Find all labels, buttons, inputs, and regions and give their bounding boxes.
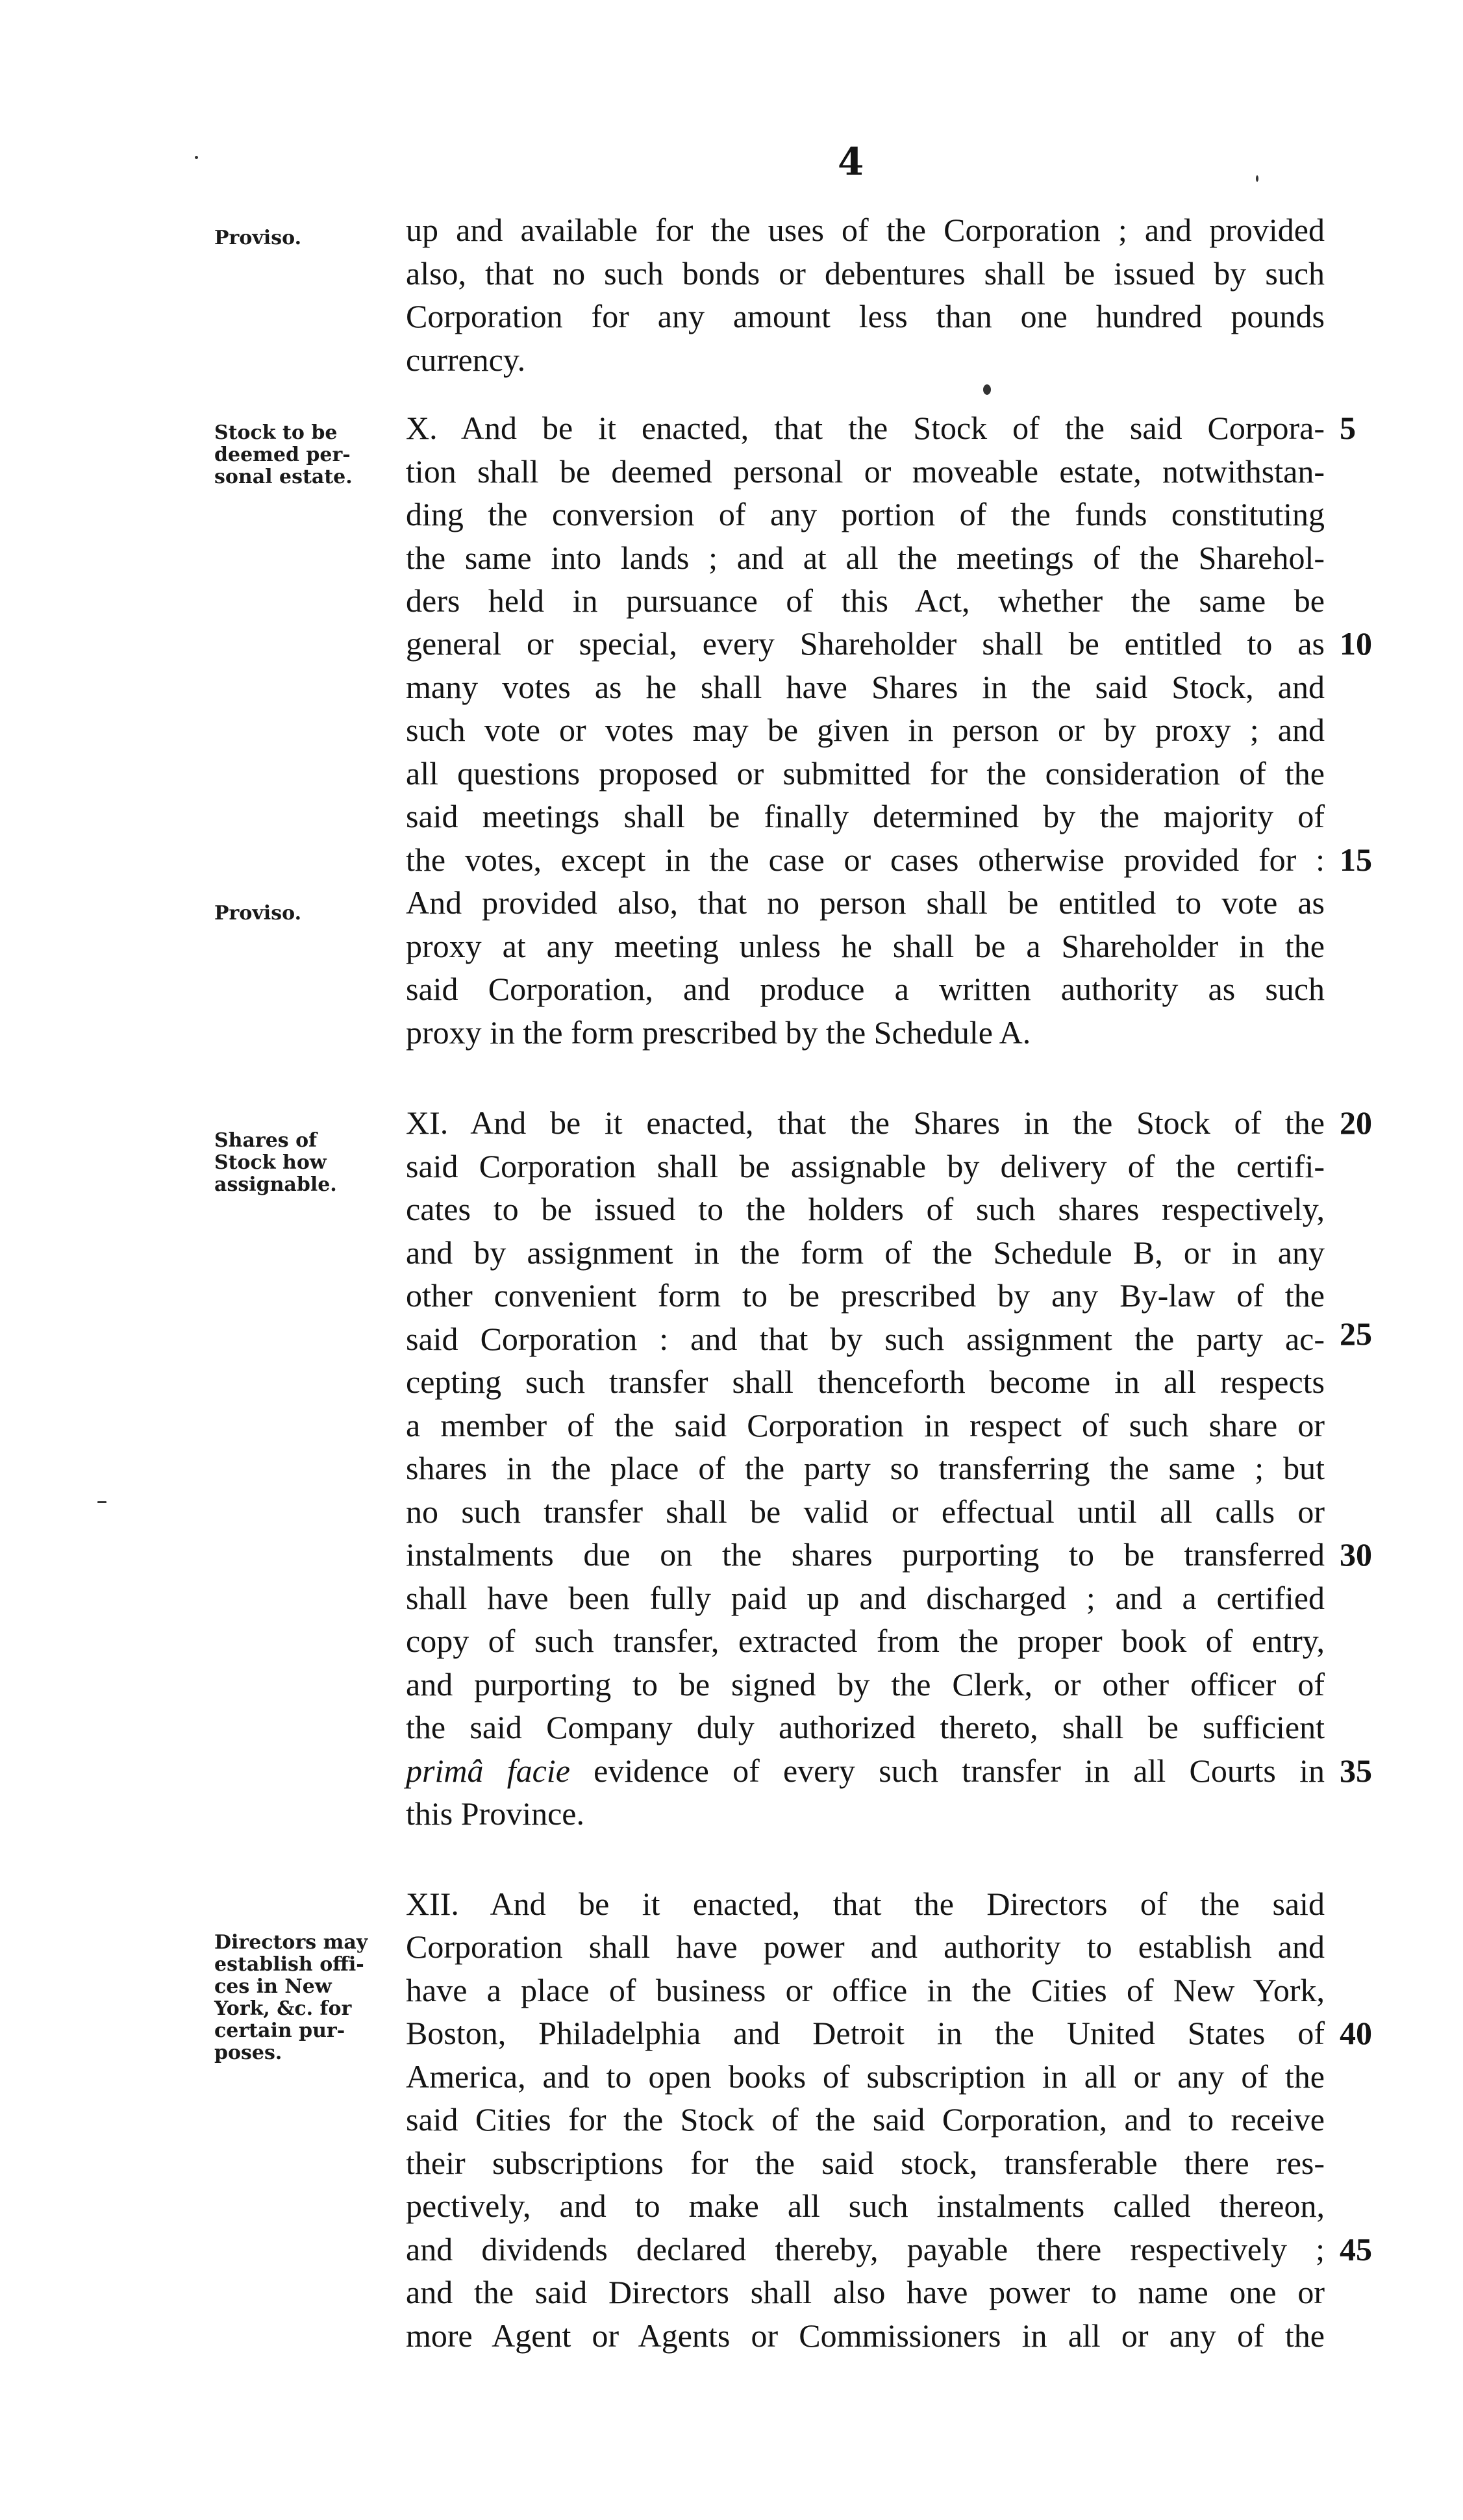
text-line: the same into lands ; and at all the meetings of the Sharehol-: [406, 540, 1325, 576]
line-number: 10: [1340, 625, 1372, 662]
ink-speck: [1256, 175, 1258, 182]
margin-note-directors-offices: [214, 1932, 390, 2064]
text-line: and dividends declared thereby, payable there respectively ;: [406, 2231, 1325, 2267]
margin-note-line: Stock how: [214, 1151, 327, 1174]
text-line: proxy at any meeting unless he shall be a Shareholder in the: [406, 928, 1325, 964]
margin-note-shares-assignable: [214, 1130, 390, 1196]
text-line: the said Company duly authorized thereto, shall be sufficient: [406, 1709, 1325, 1745]
ink-speck: [195, 156, 198, 159]
text-line: said Corporation : and that by such assignment the party ac-: [406, 1321, 1325, 1357]
text-line: said Cities for the Stock of the said Corporation, and to receive: [406, 2101, 1325, 2138]
text-line: America, and to open books of subscription in all or any of the: [406, 2058, 1325, 2095]
line-number: 30: [1340, 1536, 1372, 1573]
text-line: this Province.: [406, 1795, 584, 1832]
text-line: XI. And be it enacted, that the Shares in the Stock of the: [406, 1104, 1325, 1141]
text-line: ders held in pursuance of this Act, whether the same be: [406, 582, 1325, 619]
margin-note-line: establish offi-: [214, 1953, 364, 1976]
margin-note-line: assignable.: [214, 1173, 337, 1196]
text-line: their subscriptions for the said stock, transferable there res-: [406, 2145, 1325, 2181]
margin-note-line: certain pur-: [214, 2019, 345, 2042]
line-number: 45: [1340, 2231, 1372, 2267]
margin-note-line: Stock to be: [214, 421, 338, 444]
text-line: shall have been fully paid up and discharged ; and a certified: [406, 1580, 1325, 1616]
text-line: cates to be issued to the holders of such shares respectively,: [406, 1191, 1325, 1227]
text-line: And provided also, that no person shall be entitled to vote as: [406, 884, 1325, 921]
text-line: Corporation for any amount less than one hundred pounds: [406, 298, 1325, 334]
text-line: Corporation shall have power and authority to establish and: [406, 1928, 1325, 1965]
line-number: 35: [1340, 1753, 1372, 1789]
text-line: [406, 1752, 1325, 1790]
text-line: XII. And be it enacted, that the Directors of the said: [406, 1886, 1325, 1922]
ink-speck: [983, 384, 991, 395]
text-line: and the said Directors shall also have power to name one or: [406, 2274, 1325, 2310]
margin-note-line: Directors may: [214, 1931, 368, 1954]
line-number: 5: [1340, 410, 1356, 446]
text-line: Boston, Philadelphia and Detroit in the United States of: [406, 2015, 1325, 2051]
text-line: a member of the said Corporation in respect of such share or: [406, 1407, 1325, 1443]
line-number: 15: [1340, 842, 1372, 878]
margin-note-line: deemed per-: [214, 443, 351, 466]
text-line: no such transfer shall be valid or effectual until all calls or: [406, 1493, 1325, 1530]
text-line: many votes as he shall have Shares in the said Stock, and: [406, 669, 1325, 705]
margin-note-line: ces in New: [214, 1975, 332, 1998]
text-line: ding the conversion of any portion of the funds constituting: [406, 496, 1325, 532]
margin-note-line: York, &c. for: [214, 1997, 352, 2020]
text-line: and purporting to be signed by the Clerk, or other officer of: [406, 1666, 1325, 1703]
text-line: and by assignment in the form of the Schedule B, or in any: [406, 1234, 1325, 1271]
text-line: copy of such transfer, extracted from the proper book of entry,: [406, 1623, 1325, 1659]
italic-prima-facie: primâ facie: [406, 1753, 570, 1789]
text-line: other convenient form to be prescribed by any By-law of the: [406, 1277, 1325, 1314]
text-line: also, that no such bonds or debentures shall be issued by such: [406, 255, 1325, 292]
text-line: such vote or votes may be given in person or by proxy ; and: [406, 712, 1325, 748]
text-line-rest: evidence of every such transfer in all Courts in: [594, 1753, 1325, 1789]
text-line: the votes, except in the case or cases otherwise provided for :: [406, 842, 1325, 878]
margin-note-line: sonal estate.: [214, 466, 353, 488]
text-line: said Corporation shall be assignable by delivery of the certifi-: [406, 1148, 1325, 1184]
text-line: shares in the place of the party so transferring the same ; but: [406, 1450, 1325, 1486]
line-number: 20: [1340, 1104, 1372, 1141]
text-line: pectively, and to make all such instalments called thereon,: [406, 2188, 1325, 2224]
text-line: currency.: [406, 342, 526, 378]
text-line: all questions proposed or submitted for the consideration of the: [406, 755, 1325, 792]
ink-speck: [97, 1501, 106, 1503]
text-line: X. And be it enacted, that the Stock of the said Corpora-: [406, 410, 1325, 446]
margin-note-proviso: Proviso.: [214, 227, 302, 249]
text-line: said meetings shall be finally determined by the majority of: [406, 798, 1325, 834]
line-number: 25: [1340, 1316, 1372, 1352]
text-line: cepting such transfer shall thenceforth become in all respects: [406, 1364, 1325, 1400]
margin-note-stock-personal-estate: [214, 422, 390, 488]
text-line: proxy in the form prescribed by the Schedule A.: [406, 1014, 1031, 1051]
text-line: said Corporation, and produce a written authority as such: [406, 971, 1325, 1007]
margin-note-line: poses.: [214, 2041, 282, 2064]
text-line: up and available for the uses of the Corporation ; and provided: [406, 212, 1325, 248]
text-line: have a place of business or office in the Cities of New York,: [406, 1972, 1325, 2008]
margin-note-proviso: Proviso.: [214, 902, 302, 925]
page-number: 4: [838, 140, 864, 184]
line-number: 40: [1340, 2015, 1372, 2051]
text-line: instalments due on the shares purporting to be transferred: [406, 1536, 1325, 1573]
text-line: general or special, every Shareholder shall be entitled to as: [406, 625, 1325, 662]
margin-note-line: Shares of: [214, 1129, 318, 1152]
text-line: more Agent or Agents or Commissioners in all or any of the: [406, 2317, 1325, 2354]
text-line: tion shall be deemed personal or moveable estate, notwithstan-: [406, 453, 1325, 490]
